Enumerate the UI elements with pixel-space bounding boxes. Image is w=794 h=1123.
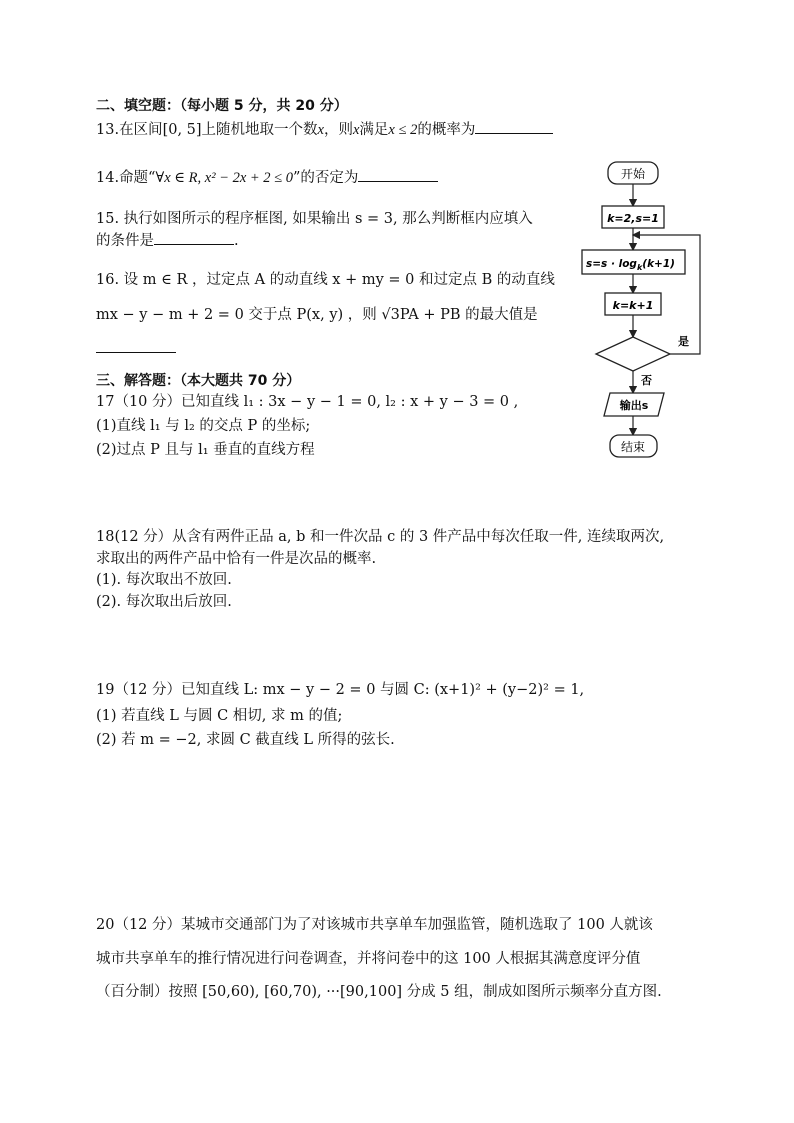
- question-20-line-1: 20（12 分）某城市交通部门为了对该城市共享单车加强监管，随机选取了 100 人就该: [96, 917, 653, 933]
- q16-answer-blank[interactable]: [96, 352, 176, 353]
- q13-var-x2: x: [352, 122, 360, 138]
- question-17-line-3: (2)过点 P 且与 l₁ 垂直的直线方程: [96, 442, 315, 458]
- q13-answer-blank[interactable]: [475, 119, 553, 134]
- section-2-heading: 二、填空题：（每小题 5 分，共 20 分）: [96, 98, 348, 114]
- question-18-line-3: (1). 每次取出不放回.: [96, 572, 232, 588]
- q13-text-5: 的概率为: [417, 122, 476, 138]
- question-19-line-2: (1) 若直线 L 与圆 C 相切, 求 m 的值;: [96, 708, 343, 724]
- flowchart-yes-label: 是: [678, 335, 689, 348]
- q14-text-2: ”的否定为: [293, 170, 359, 186]
- flowchart-increment-label: k=k+1: [612, 299, 654, 312]
- question-17-line-2: (1)直线 l₁ 与 l₂ 的交点 P 的坐标;: [96, 418, 311, 434]
- section-3-heading: 三、解答题：（本大题共 70 分）: [96, 373, 301, 389]
- question-14: [96, 167, 438, 188]
- question-18-line-1: 18(12 分）从含有两件正品 a, b 和一件次品 c 的 3 件产品中每次任取一件, 连续取两次,: [96, 529, 665, 545]
- question-16-line-2: mx − y − m + 2 = 0 交于点 P(x, y) ，则 √3PA + PB 的最大值是: [96, 307, 538, 323]
- q13-text-3: ，则: [323, 122, 353, 138]
- q15-period: .: [234, 233, 239, 249]
- q14-expression: ∀x ∈ R, x² − 2x + 2 ≤ 0: [155, 170, 294, 186]
- q14-answer-blank[interactable]: [358, 167, 438, 182]
- flowchart-no-label: 否: [641, 374, 652, 387]
- q13-interval: [0, 5]: [162, 122, 202, 138]
- q14-text-1: 命题“: [119, 170, 156, 186]
- question-19-line-1: 19（12 分）已知直线 L: mx − y − 2 = 0 与圆 C: (x+1)² + (y−2)² = 1,: [96, 682, 585, 698]
- flowchart-end-label: 结束: [620, 440, 646, 454]
- question-17-line-1: 17（10 分）已知直线 l₁ : 3x − y − 1 = 0, l₂ : x + y − 3 = 0 ,: [96, 394, 519, 410]
- flowchart-init-label: k=2,s=1: [607, 212, 659, 225]
- question-13: [96, 119, 553, 140]
- flowchart-output-label: 输出s: [619, 399, 649, 412]
- flowchart-decision-node: [596, 337, 670, 371]
- question-16-line-1: 16. 设 m ∈ R ，过定点 A 的动直线 x + my = 0 和过定点 B 的动直线: [96, 272, 555, 288]
- q13-text-2: 上随机地取一个数: [201, 122, 318, 138]
- question-20-line-3: （百分制）按照 [50,60), [60,70), ···[90,100] 分成 5 组，制成如图所示频率分直方图.: [96, 984, 662, 1000]
- question-19-line-3: (2) 若 m = −2, 求圆 C 截直线 L 所得的弦长.: [96, 732, 395, 748]
- q13-number: 13.: [96, 122, 120, 138]
- q13-text-1: 在区间: [119, 122, 163, 138]
- flowchart-update-s-label: $s=s \cdot \log_k(k+1)$: [586, 258, 675, 272]
- q13-var-x: x: [317, 122, 324, 138]
- flowchart: [570, 155, 720, 465]
- q15-text: 的条件是: [96, 233, 154, 249]
- q14-number: 14.: [96, 170, 120, 186]
- question-18-line-2: 求取出的两件产品中恰有一件是次品的概率.: [96, 551, 377, 567]
- q15-answer-blank[interactable]: [154, 230, 234, 245]
- question-18-line-4: (2). 每次取出后放回.: [96, 594, 232, 610]
- q13-text-4: 满足: [359, 122, 389, 138]
- question-15-line-2: [96, 230, 239, 251]
- question-20-line-2: 城市共享单车的推行情况进行问卷调查，并将问卷中的这 100 人根据其满意度评分值: [96, 951, 641, 967]
- flowchart-start-label: 开始: [620, 167, 646, 181]
- question-15-line-1: 15. 执行如图所示的程序框图, 如果输出 s = 3, 那么判断框内应填入: [96, 211, 533, 227]
- q13-condition: x ≤ 2: [388, 122, 418, 138]
